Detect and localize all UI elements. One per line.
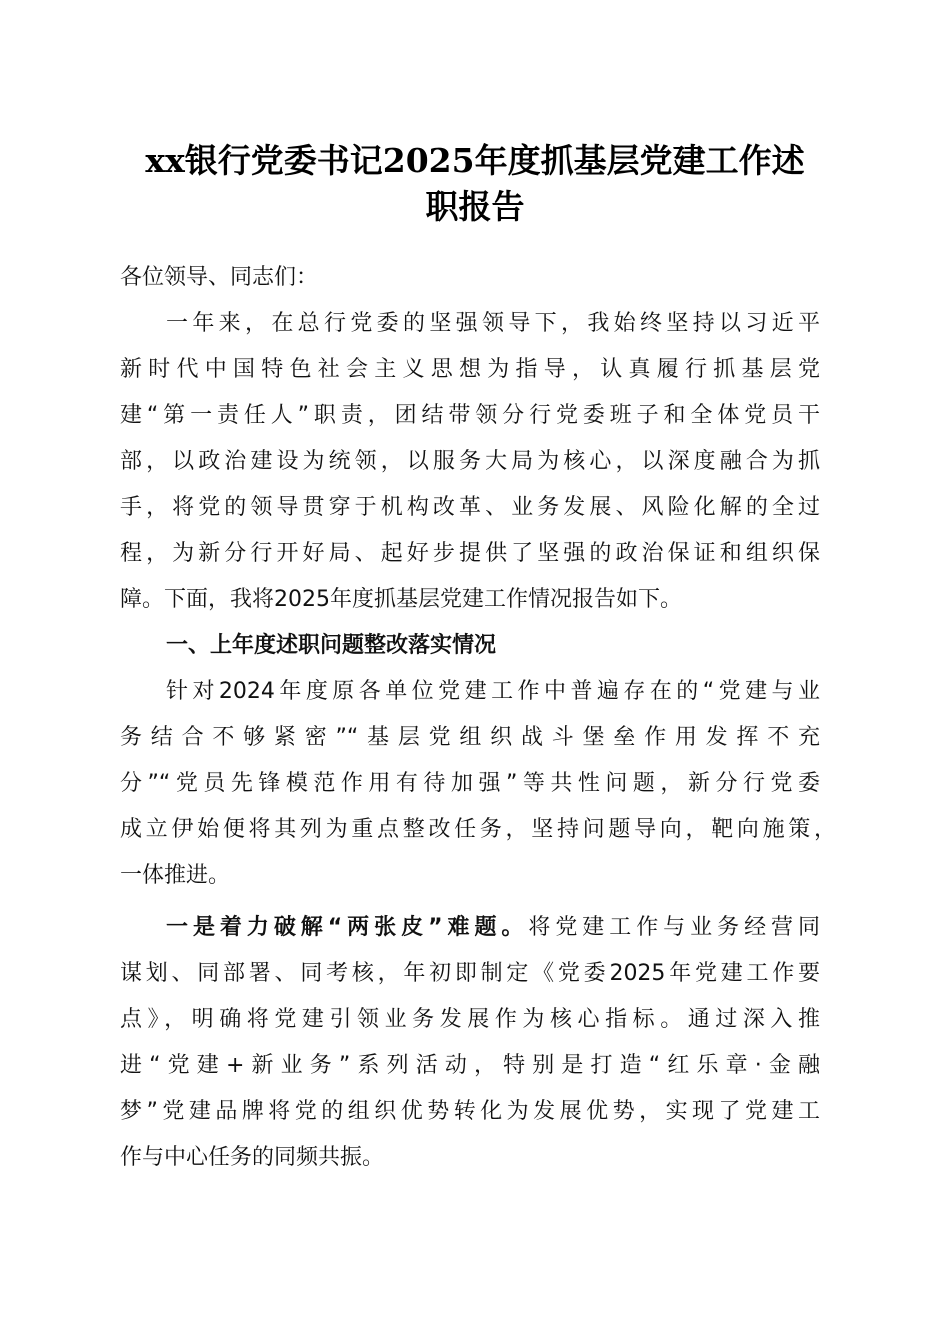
section1-paragraph <box>120 669 840 899</box>
paragraph-line: 进“党建+新业务”系列活动，特别是打造“红乐章·金融 <box>120 1053 820 1078</box>
intro-paragraph <box>120 301 840 623</box>
title-line-1: xx银行党委书记2025年度抓基层党建工作述 <box>145 141 805 180</box>
paragraph-line: 手，将党的领导贯穿于机构改革、业务发展、风险化解的全过 <box>120 495 820 520</box>
point-lead: 一是着力破解“两张皮”难题。 <box>166 915 529 940</box>
point-lead-rest: 将党建工作与业务经营同 <box>528 915 820 940</box>
paragraph-line: 梦”党建品牌将党的组织优势转化为发展优势，实现了党建工 <box>120 1099 820 1124</box>
paragraph-line: 建“第一责任人”职责，团结带领分行党委班子和全体党员干 <box>120 403 820 428</box>
paragraph-line <box>120 905 820 951</box>
paragraph-line: 新时代中国特色社会主义思想为指导，认真履行抓基层党 <box>120 357 820 382</box>
paragraph-line: 作与中心任务的同频共振。 <box>120 1145 385 1170</box>
point1-paragraph <box>120 905 840 1181</box>
paragraph-line: 针对2024年度原各单位党建工作中普遍存在的“党建与业 <box>166 679 820 704</box>
title-line-2: 职报告 <box>425 187 525 226</box>
paragraph-line: 点》，明确将党建引领业务发展作为核心指标。通过深入推 <box>120 1007 820 1032</box>
document-title <box>100 138 850 230</box>
section-heading: 一、上年度述职问题整改落实情况 <box>166 633 497 658</box>
paragraph-line: 障。下面，我将2025年度抓基层党建工作情况报告如下。 <box>120 587 682 612</box>
salutation: 各位领导、同志们： <box>120 265 319 290</box>
paragraph-line: 成立伊始便将其列为重点整改任务，坚持问题导向，靶向施策， <box>120 817 836 842</box>
document-body <box>120 255 840 1181</box>
paragraph-line: 一体推进。 <box>120 863 231 888</box>
paragraph-line: 务结合不够紧密”“基层党组织战斗堡垒作用发挥不充 <box>120 725 820 750</box>
paragraph-line: 程，为新分行开好局、起好步提供了坚强的政治保证和组织保 <box>120 541 820 566</box>
paragraph-line: 一年来，在总行党委的坚强领导下，我始终坚持以习近平 <box>166 311 820 336</box>
paragraph-line: 谋划、同部署、同考核，年初即制定《党委2025年党建工作要 <box>120 961 820 986</box>
paragraph-line: 部，以政治建设为统领，以服务大局为核心，以深度融合为抓 <box>120 449 820 474</box>
paragraph-line: 分”“党员先锋模范作用有待加强”等共性问题，新分行党委 <box>120 771 820 796</box>
